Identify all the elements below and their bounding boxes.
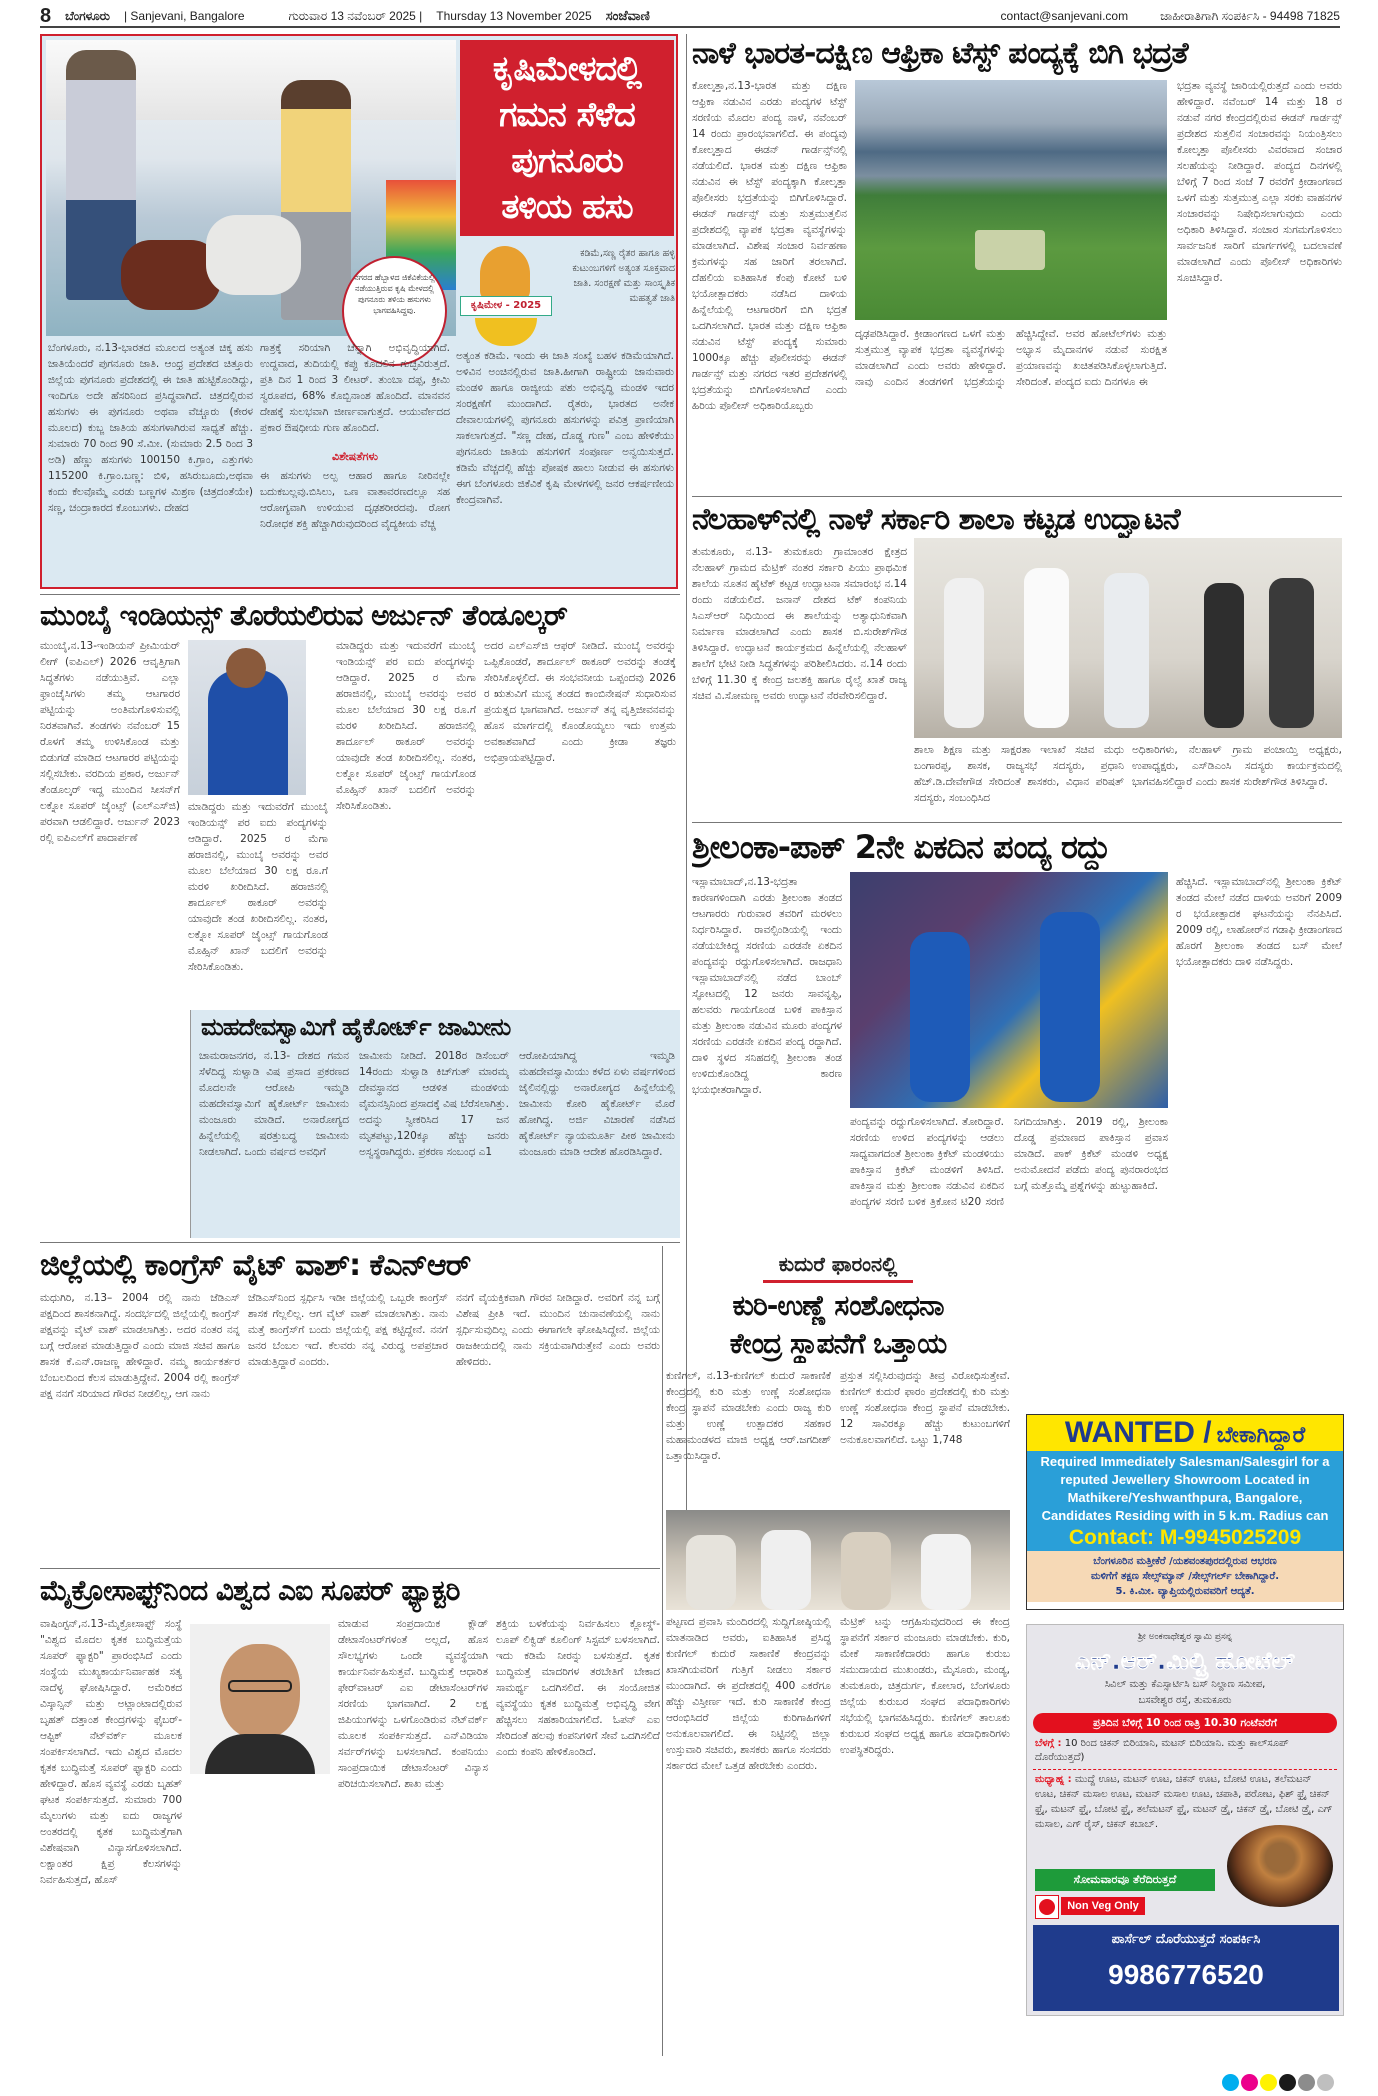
story8-body-below: ಪಟ್ಟಣದ ಪ್ರವಾಸಿ ಮಂದಿರದಲ್ಲಿ ಸುದ್ದಿಗೋಷ್ಠಿಯಲ್ಲಿ ಮಾತನಾಡಿದ ಅವರು, ಐತಿಹಾಸಿಕ ಪ್ರಸಿದ್ಧ ಕುಣಿಗಲ್ ಕುದುರೆ ಸಾಕಾಣಿಕೆ ಕೇಂದ್ರವನ್ನು ಖಾಸಗಿಯವರಿಗೆ ಗುತ್ತಿಗೆ ನೀಡಲು ಸರ್ಕಾರ ಮುಂದಾಗಿದೆ. ಈ ಪ್ರದೇಶದಲ್ಲಿ 400 ಎಕರೆಗೂ ಹೆಚ್ಚು ವಿಸ್ತೀರ್ಣ ಇದೆ. ಕುರಿ ಸಾಕಾಣಿಕೆ ಕೇಂದ್ರ ಆರಂಭಿಸಿದರೆ ಜಿಲ್ಲೆಯ ಕುರಿಗಾಹಿಗಳಿಗೆ ಅನುಕೂಲವಾಗಲಿದೆ. ಈ ನಿಟ್ಟಿನಲ್ಲಿ ಜಿಲ್ಲಾ ಉಸ್ತುವಾರಿ ಸಚಿವರು, ಶಾಸಕರು ಹಾಗೂ ಸಂಸದರು ಸರ್ಕಾರದ ಮೇಲೆ ಒತ್ತಡ ಹೇರಬೇಕು ಎಂದರು. (666, 1616, 831, 1772)
story5-headline: ಮುಂಬೈ ಇಂಡಿಯನ್ಸ್ ತೊರೆಯಲಿರುವ ಅರ್ಜುನ್ ತೆಂಡೂಲ್ಕರ್ (40, 594, 680, 634)
person (841, 1532, 891, 1610)
story7-body-col1: ಮಧುಗಿರಿ, ನ.13– 2004 ರಲ್ಲಿ ನಾನು ಜೆಡಿಎಸ್ ಪಕ್ಷದಿಂದ ಶಾಸಕನಾಗಿದ್ದೆ. ಸಂದರ್ಭದಲ್ಲಿ ಜಿಲ್ಲೆಯಲ್ಲಿ ಕಾಂಗ್ರೆಸ್ ಪಕ್ಷವನ್ನು ವೈಟ್ ವಾಶ್ ಮಾಡಲಾಗಿತ್ತು. ಅದರ ನಂತರ ನನ್ನ ಬಗ್ಗೆ ಆರೋಪ ಮಾಡುತ್ತಿದ್ದಾರೆ ಎಂದು ಮಾಜಿ ಸಚಿವ ಹಾಗೂ ಶಾಸಕ ಕೆ.ಎನ್.ರಾಜಣ್ಣ ಹೇಳಿದ್ದಾರೆ. ನಮ್ಮ ಕಾರ್ಯಕರ್ತರ ಬೆಂಬಲದಿಂದ ಕೆಲಸ ಮಾಡುತ್ತಿದ್ದೇನೆ. 2004 ರಲ್ಲಿ ಕಾಂಗ್ರೆಸ್ ಪಕ್ಷ ನನಗೆ ಸರಿಯಾದ ಗೌರವ ನೀಡಲಿಲ್ಲ, ಆಗ ನಾನು (40, 1292, 240, 1400)
story-test-security (692, 34, 1342, 492)
divider (692, 496, 1342, 497)
ad-line: reputed Jewellery Showroom Located in (1060, 1472, 1310, 1487)
print-mark-dot (1241, 2074, 1258, 2091)
ad-hotel-address-1: ಸಿವಿಲ್ ಮತ್ತು ಕೆಎಸ್ಸಾರ್ಟಿಸಿ ಬಸ್ ನಿಲ್ದಾಣ ಸಮೀಪ, (1104, 1679, 1266, 1690)
headline-line-1: ಕೃಷಿಮೇಳದಲ್ಲಿ (492, 49, 642, 89)
city-label: ಬೆಂಗಳೂರು (65, 8, 110, 23)
story-srilanka-pak (692, 826, 1342, 1226)
shirt (205, 1734, 315, 1774)
divider (40, 1242, 680, 1243)
badge-seal (475, 318, 537, 346)
story3-headline: ನೆಲಹಾಳ್‌ನಲ್ಲಿ ನಾಳೆ ಸರ್ಕಾರಿ ಶಾಲಾ ಕಟ್ಟಡ ಉದ್ಘಾಟನೆ (692, 502, 1180, 537)
story4-body-col1: ಇಸ್ಲಾಮಾಬಾದ್,ನ.13-ಭದ್ರತಾ ಕಾರಣಗಳಿಂದಾಗಿ ಎರಡು ಶ್ರೀಲಂಕಾ ತಂಡದ ಆಟಗಾರರು ಗುರುವಾರ ತವರಿಗೆ ಮರಳಲು ನಿರ್ಧರಿಸಿದ್ದಾರೆ. ರಾವಲ್ಪಿಂಡಿಯಲ್ಲಿ ಇಂದು ನಡೆಯಬೇಕಿದ್ದ ಸರಣಿಯ ಎರಡನೇ ಏಕದಿನ ಪಂದ್ಯವನ್ನು ರದ್ದುಗೊಳಿಸಲಾಗಿದೆ. ರಾಜಧಾನಿ ಇಸ್ಲಾಮಾಬಾದ್‌ನಲ್ಲಿ ನಡೆದ ಬಾಂಬ್ ಸ್ಫೋಟದಲ್ಲಿ 12 ಜನರು ಸಾವನ್ನಪ್ಪಿ, ಹಲವರು ಗಾಯಗೊಂಡ ಬಳಿಕ ಪಾಕಿಸ್ತಾನ ಮತ್ತು ಶ್ರೀಲಂಕಾ ನಡುವಿನ ಮೂರು ಪಂದ್ಯಗಳ ಸರಣಿಯ ಎರಡನೇ ಏಕದಿನ ಪಂದ್ಯ ರದ್ದಾಗಿದೆ. ದಾಳಿ ಸ್ಥಳದ ಸನಿಹದಲ್ಲಿ ಶ್ರೀಲಂಕಾ ತಂಡ ಉಳಿದುಕೊಂಡಿದ್ದ ಕಾರಣ ಭಯಭೀತರಾಗಿದ್ದಾರೆ. (692, 876, 842, 1096)
masthead-logo: ಸಂಜೆವಾಣಿ (605, 8, 650, 23)
story7-body-col3: ನನಗೆ ವೈಯಕ್ತಿಕವಾಗಿ ಗೌರವ ನೀಡಿದ್ದಾರೆ. ಅವರಿಗೆ ನನ್ನ ಬಗ್ಗೆ ವಿಶೇಷ ಪ್ರೀತಿ ಇದೆ. ಮುಂದಿನ ಚುನಾವಣೆಯಲ್ಲಿ ನಾನು ಸ್ಪರ್ಧಿಸುವುದಿಲ್ಲ ಎಂದು ಈಗಾಗಲೇ ಘೋಷಿಸಿದ್ದೇನೆ. ಜಿಲ್ಲೆಯ ರಾಜಕೀಯದಲ್ಲಿ ನಾನು ಸಕ್ರಿಯವಾಗಿರುತ್ತೇನೆ ಎಂದು ಅವರು ಹೇಳಿದರು. (456, 1292, 660, 1368)
headline-line-2: ಗಮನ ಸೆಳೆದ (499, 95, 635, 135)
headline-line-3: ಪುಗನೂರು (511, 141, 623, 181)
ad-wanted-contact[interactable]: Contact: M-9945025209 (1068, 1526, 1302, 1549)
ad-hotel-monday-open: ಸೋಮವಾರವೂ ತೆರೆದಿರುತ್ತದೆ (1035, 1869, 1215, 1891)
story1-body-col2: ಗಾತ್ರಕ್ಕೆ ಸರಿಯಾಗಿ ಚೆನ್ನಾಗಿ ಅಭಿವೃದ್ಧಿಯಾಗಿದೆ. ಉದ್ದವಾದ, ತುದಿಯಲ್ಲಿ ಕಪ್ಪು ಕೂದಲಿನ ಗುಚ್ಛವಿರುತ್ತದೆ. ಪ್ರತಿ ದಿನ 1 ರಿಂದ 3 ಲೀಟರ್. ತುಂಬಾ ದಪ್ಪ, ಕ್ರೀಮಿ ಸ್ವರೂಪದ, 68% ಕೊಬ್ಬಿನಾಂಶ ಹೊಂದಿದೆ. ಮಾನವನ ದೇಹಕ್ಕೆ ಸುಲಭವಾಗಿ ಜೀರ್ಣವಾಗುತ್ತದೆ. ಆಯುರ್ವೇದದ ಪ್ರಕಾರ ಔಷಧೀಯ ಗುಣ ಹೊಂದಿದೆ. (260, 342, 450, 434)
divider (692, 822, 1342, 823)
farmer-illustration (480, 246, 530, 301)
story-school-building (692, 500, 1342, 818)
lunch-text: ಮುದ್ದೆ ಊಟ, ಮಟನ್ ಊಟ, ಚಿಕನ್ ಊಟ, ಬೋಟಿ ಊಟ, ತಲೆಮಟನ್ ಊಟ, ಚಿಕನ್ ಮಸಾಲ ಊಟ, ಮಟನ್ ಮಸಾಲ ಊಟ, ಚಪಾತಿ, ಪರೋಟ, ಫಿಶ್ ಫ್ರೈ ಚಿಕನ್ ಫ್ರೈ, ಮಟನ್ ಫ್ರೈ, ಬೋಟಿ ಫ್ರೈ, ತಲೆಮಟನ್ ಫ್ರೈ, ಮಟನ್ ಡ್ರೈ, ಚಿಕನ್ ಡ್ರೈ, ಬೋಟಿ ಡ್ರೈ, ಎಗ್ ಮಸಾಲ, ಎಗ್ ರೈಸ್, ಚಿಕನ್ ಕಬಾಬ್. (1035, 1774, 1333, 1830)
story9-headline: ಮೈಕ್ರೋಸಾಫ್ಟ್‌ನಿಂದ ವಿಶ್ವದ ಎಐ ಸೂಪರ್ ಫ್ಯಾಕ್ಟರಿ (40, 1574, 460, 1607)
person (1104, 573, 1149, 728)
player-jersey (208, 670, 288, 795)
story1-body-col1: ಬೆಂಗಳೂರು, ನ.13-ಭಾರತದ ಮೂಲದ ಅತ್ಯಂತ ಚಿಕ್ಕ ಹಸು ಜಾತಿಯೆಂದರೆ ಪುಗನೂರು ಜಾತಿ. ಆಂಧ್ರ ಪ್ರದೇಶದ ಚಿತ್ತೂರು ಜಿಲ್ಲೆಯ ಪುಗನೂರು ಪ್ರದೇಶದಲ್ಲಿ ಈ ಜಾತಿ ಹುಟ್ಟಿಕೊಂಡಿದ್ದು, ಇಂದಿಗೂ ಅದೇ ಹೆಸರಿನಿಂದ ಪ್ರಸಿದ್ಧವಾಗಿದೆ. ಚಿತ್ರದಲ್ಲಿರುವ ಹಸುಗಳು ಈ ಪುಗನೂರು ಅಥವಾ ವೆಚ್ಚೂರು (ಕೇರಳ ಮೂಲದ) ಕುಬ್ಜ ಜಾತಿಯ ಹಸುಗಳಾಗಿರುವ ಸಾಧ್ಯತೆ ಹೆಚ್ಚು. ಸುಮಾರು 70 ರಿಂದ 90 ಸೆ.ಮೀ. (ಸುಮಾರು 2.5 ರಿಂದ 3 ಅಡಿ) ಹೆಣ್ಣು ಹಸುಗಳು 100150 ಕಿ.ಗ್ರಾಂ, ಎತ್ತುಗಳು 115200 ಕಿ.ಗ್ರಾಂ.ಬಣ್ಣ: ಬಿಳಿ, ಹಸಿರುಬೂದು,ಅಥವಾ ಕಂದು ಕೆಲವೊಮ್ಮೆ ಎರಡು ಬಣ್ಣಗಳ ಮಿಶ್ರಣ (ಚಿತ್ರದಂತೆಯೇ) ಸಣ್ಣ, ಚಂದ್ರಾಕಾರದ ಕೊಂಬುಗಳು. ದೇಹದ (48, 342, 253, 514)
ad-hotel-name: ಎನ್.ಆರ್.ಮಿಲ್ಟ್ರಿ ಹೋಟೆಲ್ (1075, 1647, 1295, 1675)
story9-body-col2: ಮಾಡುವ ಸಂಪ್ರದಾಯಿಕ ಕ್ಲೌಡ್ ಡೇಟಾಸೆಂಟರ್‌ಗಳಂತೆ ಅಲ್ಲದೆ, ಹೊಸ ಸೌಲಭ್ಯಗಳು ಒಂದೇ ವ್ಯವಸ್ಥೆಯಾಗಿ ಕಾರ್ಯನಿರ್ವಹಿಸುತ್ತವೆ. ಬುದ್ಧಿಮತ್ತೆ ಆಧಾರಿತ ಫೇರ್‌ವಾಟರ್ ಎಐ ಡೇಟಾಸೆಂಟರ್‌ಗಳ ಸರಣಿಯ ಭಾಗವಾಗಿದೆ. 2 ಲಕ್ಷ ಜಿಪಿಯುಗಳನ್ನು ಒಳಗೊಂಡಿರುವ ನೆಟ್‌ವರ್ಕ್ ಮೂಲಕ ಸಂಪರ್ಕಿಸುತ್ತದೆ. ಎನ್‌ವಿಡಿಯಾ ಸರ್ವರ್‌ಗಳನ್ನು ಬಳಸಲಾಗಿದೆ. ಕಂಪನಿಯು ಸಾಂಪ್ರದಾಯಿಕ ಡೇಟಾಸೆಂಟರ್ ವಿನ್ಯಾಸ ಪರಿಚಯಿಸಲಾಗಿದೆ. ಶಾಖ ಮತ್ತು (338, 1618, 488, 1790)
satya-nadella-photo (190, 1624, 330, 1774)
ad-wanted-title-kn: ಬೇಕಾಗಿದ್ದಾರೆ (1216, 1423, 1306, 1448)
press-meet-photo (666, 1510, 1010, 1610)
ad-wanted-title-en: WANTED / (1064, 1416, 1212, 1449)
nonveg-symbol (1035, 1895, 1059, 1919)
story8-headline-line1: ಕುರಿ-ಉಣ್ಣೆ ಸಂಶೋಧನಾ (732, 1289, 944, 1322)
story2-body-col1: ಕೋಲ್ಕತ್ತಾ,ನ.13-ಭಾರತ ಮತ್ತು ದಕ್ಷಿಣ ಆಫ್ರಿಕಾ ನಡುವಿನ ಎರಡು ಪಂದ್ಯಗಳ ಟೆಸ್ಟ್ ಸರಣಿಯ ಮೊದಲ ಪಂದ್ಯ ನಾಳೆ, ನವೆಂಬರ್ 14 ರಂದು ಪ್ರಾರಂಭವಾಗಲಿದೆ. ಈ ಪಂದ್ಯವು ಕೋಲ್ಕತ್ತಾದ ಈಡನ್ ಗಾರ್ಡನ್ಸ್‌ನಲ್ಲಿ ನಡೆಯಲಿದೆ. ಭಾರತ ಮತ್ತು ದಕ್ಷಿಣ ಆಫ್ರಿಕಾ ನಡುವಿನ ಈ ಟೆಸ್ಟ್ ಪಂದ್ಯಕ್ಕಾಗಿ ಕೋಲ್ಕತ್ತಾ ಪೊಲೀಸರು ಭದ್ರತೆಯನ್ನು ಬಿಗಿಗೊಳಿಸಿದ್ದಾರೆ. ಈಡನ್ ಗಾರ್ಡನ್ಸ್ ಮತ್ತು ಸುತ್ತಮುತ್ತಲಿನ ಪ್ರದೇಶದಲ್ಲಿ ವ್ಯಾಪಕ ಭದ್ರತಾ ವ್ಯವಸ್ಥೆಗಳನ್ನು ಮಾಡಲಾಗಿದೆ. ವಿಶೇಷ ಸಂಚಾರ ನಿರ್ವಹಣಾ ಕ್ರಮಗಳನ್ನು ಸಹ ಜಾರಿಗೆ ತರಲಾಗಿದೆ. ದೆಹಲಿಯ ಐತಿಹಾಸಿಕ ಕೆಂಪು ಕೋಟೆ ಬಳಿ ಭಯೋತ್ಪಾದಕರು ನಡೆಸಿದ ದಾಳಿಯ ಹಿನ್ನೆಲೆಯಲ್ಲಿ ಆಟಗಾರರಿಗೆ ಬಿಗಿ ಭದ್ರತೆ ಒದಗಿಸಲಾಗಿದೆ. ಭಾರತ ಮತ್ತು ದಕ್ಷಿಣ ಆಫ್ರಿಕಾ ನಡುವಿನ ಟೆಸ್ಟ್ ಪಂದ್ಯಕ್ಕೆ ಸುಮಾರು 1000ಕ್ಕೂ ಹೆಚ್ಚು ಪೊಲೀಸರನ್ನು ಈಡನ್ ಗಾರ್ಡನ್ಸ್ ಮತ್ತು ನಗರದ ಇತರ ಪ್ರದೇಶಗಳಲ್ಲಿ ಭದ್ರತೆಯನ್ನು ಬಿಗಿಗೊಳಿಸಲಾಗಿದೆ ಎಂದು ಹಿರಿಯ ಪೊಲೀಸ್ ಅಧಿಕಾರಿಯೊಬ್ಬರು (692, 80, 847, 412)
person (921, 1534, 971, 1610)
headline-box (460, 40, 674, 236)
krishimela-logo (460, 246, 552, 346)
ad-hotel-nonveg: Non Veg Only (1061, 1897, 1145, 1915)
story9-body-col3: ಶಕ್ತಿಯ ಬಳಕೆಯನ್ನು ನಿರ್ವಹಿಸಲು ಕ್ಲೋಸ್ಡ್-ಲೂಪ್ ಲಿಕ್ವಿಡ್ ಕೂಲಿಂಗ್ ಸಿಸ್ಟಮ್ ಬಳಸಲಾಗಿದೆ. ಇದು ಕಡಿಮೆ ನೀರನ್ನು ಬಳಸುತ್ತದೆ. ಕೃತಕ ಬುದ್ಧಿಮತ್ತೆ ಮಾದರಿಗಳ ತರಬೇತಿಗೆ ಬೇಕಾದ ಸಾಮರ್ಥ್ಯ ಒದಗಿಸಲಿದೆ. ಈ ಸಂಯೋಜಿತ ವ್ಯವಸ್ಥೆಯು ಕೃತಕ ಬುದ್ಧಿಮತ್ತೆ ಅಭಿವೃದ್ಧಿ ವೇಗ ಹೆಚ್ಚಿಸಲು ಸಹಕಾರಿಯಾಗಲಿದೆ. ಓಪನ್ ಎಐ ಸೇರಿದಂತೆ ಹಲವು ಕಂಪನಿಗಳಿಗೆ ಸೇವೆ ಒದಗಿಸಲಿದೆ ಎಂದು ಕಂಪನಿ ಹೇಳಿಕೊಂಡಿದೆ. (496, 1618, 660, 1758)
person (1269, 578, 1314, 728)
player-head (226, 648, 266, 688)
person (1204, 583, 1244, 728)
ad-line: ಬೆಂಗಳೂರಿನ ಮತ್ತೀಕೆರೆ /ಯಶವಂತಪುರದಲ್ಲಿರುವ ಆಭರಣ (1093, 1556, 1277, 1567)
ad-hotel-parcel-box (1033, 1925, 1339, 2011)
ad-wanted (1026, 1414, 1344, 1610)
story6-body-col2: ಜಾಮೀನು ನೀಡಿದೆ. 2018ರ ಡಿಸೆಂಬರ್ 14ರಂದು ಸುಳ್ವಾಡಿ ಕಿಚ್‌ಗುತ್ ಮಾರಮ್ಮ ದೇವಸ್ಥಾನದ ಆಡಳಿತ ಮಂಡಳಿಯ ವೈಮನಸ್ಸಿನಿಂದ ಪ್ರಸಾದಕ್ಕೆ ವಿಷ ಬೆರೆಸಲಾಗಿತ್ತು. ಅದನ್ನು ಸ್ವೀಕರಿಸಿದ 17 ಜನ ಮೃತಪಟ್ಟು,120ಕ್ಕೂ ಹೆಚ್ಚು ಜನರು ಅಸ್ವಸ್ಥರಾಗಿದ್ದರು. ಪ್ರಕರಣ ಸಂಬಂಧ ಎ1 (359, 1050, 509, 1158)
divider (40, 1568, 660, 1569)
ad-military-hotel (1026, 1624, 1344, 2016)
ad-line: 5. ಕಿ.ಮೀ. ವ್ಯಾಪ್ತಿಯಲ್ಲಿರುವವರಿಗೆ ಆದ್ಯತೆ. (1115, 1586, 1255, 1597)
ad-wanted-kannada (1027, 1551, 1343, 1602)
lunch-label: ಮಧ್ಯಾಹ್ನ : (1035, 1774, 1072, 1785)
ad-line: Mathikere/Yeshwanthpura, Bangalore, (1067, 1490, 1303, 1505)
side-text: ಕಡಿಮೆ,ಸಣ್ಣ ರೈತರ ಹಾಗೂ ಹಳ್ಳಿ ಕುಟುಂಬಗಳಿಗೆ ಅತ್ಯಂತ ಸೂಕ್ತವಾದ ಜಾತಿ. ಸಂರಕ್ಷಣೆ ಮತ್ತು ಸಾಂಸ್ಕೃತಿಕ ಮಹತ್ವತೆ ಜಾತಿ (572, 248, 675, 304)
print-mark-dot (1317, 2074, 1334, 2091)
ad-wanted-body (1027, 1451, 1343, 1551)
ad-hotel-morning (1027, 1737, 1343, 1767)
kicker-underline (763, 1280, 913, 1283)
arjun-photo (188, 640, 306, 795)
ad-hotel-timing: ಪ್ರತಿದಿನ ಬೆಳಿಗ್ಗೆ 10 ರಿಂದ ರಾತ್ರಿ 10.30 ಗಂಟೆವರೆಗೆ (1033, 1713, 1337, 1733)
ad-wanted-title (1027, 1415, 1343, 1451)
cricket-photo (850, 872, 1168, 1108)
glasses-icon (228, 1680, 292, 1692)
date-english: Thursday 13 November 2025 (436, 9, 592, 23)
white-cow (206, 215, 301, 295)
date-kannada: ಗುರುವಾರ 13 ನವೆಂಬರ್ 2025 | (288, 8, 423, 23)
headline-line-4: ತಳಿಯ ಹಸು (501, 187, 633, 227)
story2-body-col2: ದೃಢಪಡಿಸಿದ್ದಾರೆ. ಕ್ರೀಡಾಂಗಣದ ಒಳಗೆ ಮತ್ತು ಸುತ್ತಮುತ್ತ ವ್ಯಾಪಕ ಭದ್ರತಾ ವ್ಯವಸ್ಥೆಗಳನ್ನು ಮಾಡಲಾಗಿದೆ ಎಂದು ಅವರು ಹೇಳಿದ್ದಾರೆ. ನಾವು ಎಂದಿನ ತಂಡಗಳಿಗೆ ಭದ್ರತೆಯನ್ನು ಹೆಚ್ಚಿಸಿದ್ದೇವೆ. ಅವರ ಹೋಟೆಲ್‌ಗಳು ಮತ್ತು ಅಭ್ಯಾಸ ಮೈದಾನಗಳ ನಡುವೆ ಸುರಕ್ಷಿತ ಪ್ರಯಾಣವನ್ನು ಖಚಿತಪಡಿಸಿಕೊಳ್ಳಲಾಗುತ್ತಿದೆ. ಸೇರಿದಂತೆ. ಪಂದ್ಯದ ಐದು ದಿನಗಳೂ ಈ (855, 328, 1167, 388)
ad-hotel-blessing: ಶ್ರೀ ಅಂಕನಾಥೇಶ್ವರ ಸ್ವಾಮಿ ಪ್ರಸನ್ನ (1137, 1632, 1233, 1642)
story8-kicker: ಕುದುರೆ ಫಾರಂನಲ್ಲಿ (778, 1252, 898, 1276)
caption-text: ನಗರದ ಹೆಬ್ಬಾಳದ ಜಿಕೆವಿಕೆಯಲ್ಲಿ ನಡೆಯುತ್ತಿರುವ ಕೃಷಿ ಮೇಳದಲ್ಲಿ ಪುಗನೂರು ತಳಿಯ ಹಸುಗಳು ಭಾಗವಹಿಸಿದ್ದವು. (354, 273, 435, 315)
story9-body-col1: ವಾಷಿಂಗ್ಟನ್,ನ.13-ಮೈಕ್ರೋಸಾಫ್ಟ್ ಸಂಸ್ಥೆ "ವಿಶ್ವದ ಮೊದಲ ಕೃತಕ ಬುದ್ಧಿಮತ್ತೆಯ ಸೂಪರ್ ಫ್ಯಾಕ್ಟರಿ" ಪ್ರಾರಂಭಿಸಿದೆ ಎಂದು ಸಂಸ್ಥೆಯ ಮುಖ್ಯಕಾರ್ಯನಿರ್ವಾಹಕ ಸತ್ಯ ನಾದೆಳ್ಳ ಘೋಷಿಸಿದ್ದಾರೆ. ಅಮೆರಿಕದ ವಿಸ್ಕಾನ್ಸಿನ್ ಮತ್ತು ಅಟ್ಲಾಂಟಾದಲ್ಲಿರುವ ಬೃಹತ್ ದತ್ತಾಂಶ ಕೇಂದ್ರಗಳನ್ನು ಫೈಬರ್-ಆಪ್ಟಿಕ್ ನೆಟ್‌ವರ್ಕ್ ಮೂಲಕ ಸಂಪರ್ಕಿಸಲಾಗಿದೆ. ಇದು ವಿಶ್ವದ ಮೊದಲ ಕೃತಕ ಬುದ್ಧಿಮತ್ತೆ ಸೂಪರ್ ಫ್ಯಾಕ್ಟರಿ ಎಂದು ಹೇಳಿದ್ದಾರೆ. ಹೊಸ ವ್ಯವಸ್ಥೆ ಎರಡು ಬೃಹತ್ ಘಟಕ ಸಂಪರ್ಕಿಸುತ್ತದೆ. ಸುಮಾರು 700 ಮೈಲುಗಳು ಮತ್ತು ಐದು ರಾಜ್ಯಗಳ ಅಂತರದಲ್ಲಿ ಕೃತಕ ಬುದ್ಧಿಮತ್ತೆಗಾಗಿ ವಿಶೇಷವಾಗಿ ವಿನ್ಯಾಸಗೊಳಿಸಲಾಗಿದೆ. ಲಕ್ಷಾಂತರ ಕ್ಷಿಪ್ರ ಕೆಲಸಗಳನ್ನು ನಿರ್ವಹಿಸುತ್ತದೆ, ಹೊಸ್ (40, 1618, 182, 1886)
story8-body-col2: ಪ್ರಸ್ತುತ ಸಲ್ಲಿಸಿರುವುದನ್ನು ತೀವ್ರ ವಿರೋಧಿಸುತ್ತೇವೆ. ಕುಣಿಗಲ್ ಕುದುರೆ ಫಾರಂ ಪ್ರದೇಶದಲ್ಲಿ ಕುರಿ ಮತ್ತು ಉಣ್ಣೆ ಸಂಶೋಧನಾ ಕೇಂದ್ರ ಸ್ಥಾಪನೆ ಮಾಡಬೇಕು. 12 ಸಾವಿರಕ್ಕೂ ಹೆಚ್ಚು ಕುಟುಂಬಗಳಿಗೆ ಅನುಕೂಲವಾಗಲಿದೆ. ಒಟ್ಟು 1,748 (840, 1370, 1010, 1446)
story3-caption: ಅಧಿಕಾರಿಗಳು, ನೆಲಹಾಳ್ ಗ್ರಾಮ ಪಂಚಾಯ್ತಿ ಅಧ್ಯಕ್ಷರು, ಉಪಾಧ್ಯಕ್ಷರು, ಎಸ್‌ಡಿಎಂಸಿ ಸದಸ್ಯರು ಕಾರ್ಯಕ್ರಮದಲ್ಲಿ ಭಾಗವಹಿಸಲಿದ್ದಾರೆ ಎಂದು ಶಾಸಕ ಸುರೇಶ್‌ಗೌಡ ತಿಳಿಸಿದ್ದಾರೆ. (1132, 744, 1342, 788)
story-microsoft-ai (40, 1572, 660, 2056)
ad-hotel-address-2: ಬಸವೇಶ್ವರ ರಸ್ತೆ, ತುಮಕೂರು (1138, 1695, 1232, 1706)
contact-email[interactable]: contact@sanjevani.com (1000, 9, 1129, 23)
morning-label: ಬೆಳಗ್ಗೆ : (1035, 1738, 1062, 1749)
person (1024, 568, 1069, 728)
story5-body-col1: ಮುಂಬೈ,ನ.13-ಇಂಡಿಯನ್ ಪ್ರೀಮಿಯರ್ ಲೀಗ್ (ಐಪಿಎಲ್) 2026 ಆವೃತ್ತಿಗಾಗಿ ಸಿದ್ಧತೆಗಳು ನಡೆಯುತ್ತಿವೆ. ಎಲ್ಲಾ ಫ್ರಾಂಚೈಸಿಗಳು ತಮ್ಮ ಆಟಗಾರರ ಪಟ್ಟಿಯನ್ನು ಅಂತಿಮಗೊಳಿಸುವಲ್ಲಿ ನಿರತವಾಗಿವೆ. ತಂಡಗಳು ನವೆಂಬರ್ 15 ರೊಳಗೆ ತಮ್ಮ ಉಳಿಸಿಕೊಂಡ ಮತ್ತು ಬಿಡುಗಡೆ ಮಾಡಿದ ಆಟಗಾರರ ಪಟ್ಟಿಯನ್ನು ಸಲ್ಲಿಸಬೇಕು. ವರದಿಯ ಪ್ರಕಾರ, ಅರ್ಜುನ್ ತೆಂಡೂಲ್ಕರ್ ಇದ್ದ ಮುಂದಿನ ಸೀಸನ್‌ಗೆ ಲಕ್ನೋ ಸೂಪರ್ ಜೈಂಟ್ಸ್ (ಎಲ್‌ಎಸ್‌ಜಿ) ಪರವಾಗಿ ಆಡಲಿದ್ದಾರೆ. ಅರ್ಜುನ್ 2023 ರಲ್ಲಿ ಐಪಿಎಲ್‌ಗೆ ಪಾದಾರ್ಪಣೆ (40, 640, 180, 844)
subhead-features: ವಿಶೇಷತೆಗಳು (332, 450, 378, 463)
page-number: 8 (40, 4, 52, 27)
ad-contact: ಜಾಹೀರಾತಿಗಾಗಿ ಸಂಪರ್ಕಿಸಿ - 94498 71825 (1160, 8, 1340, 23)
story1-body-col2b: ಈ ಹಸುಗಳು ಅಲ್ಪ ಆಹಾರ ಹಾಗೂ ನೀರಿನಲ್ಲೇ ಬದುಕಬಲ್ಲವು.ಬಿಸಿಲು, ಒಣ ವಾತಾವರಣದಲ್ಲೂ ಸಹ ಆರೋಗ್ಯವಾಗಿ ಉಳಿಯುವ ದೃಢಶರೀರದವು. ರೋಗ ನಿರೋಧಕ ಶಕ್ತಿ ಹೆಚ್ಚಾಗಿರುವುದರಿಂದ ವೈದ್ಯಕೀಯ ವೆಚ್ಚ (260, 470, 450, 530)
story-mahadevaswamy (190, 1010, 680, 1238)
food-plate-photo (1227, 1825, 1333, 1907)
story1-body-col3: ಅತ್ಯಂತ ಕಡಿಮೆ. ಇಂದು ಈ ಜಾತಿ ಸಂಖ್ಯೆ ಬಹಳ ಕಡಿಮೆಯಾಗಿದೆ. ಅಳಿವಿನ ಅಂಚಿನಲ್ಲಿರುವ ಜಾತಿ.ಹೀಗಾಗಿ ರಾಷ್ಟ್ರೀಯ ಜಾನುವಾರು ಮಂಡಳಿ ಹಾಗೂ ರಾಜ್ಯೀಯ ಪಶು ಅಭಿವೃದ್ಧಿ ಮಂಡಳಿ ಇದರ ಸಂರಕ್ಷಣೆಗೆ ಮುಂದಾಗಿದೆ. ರೈತರು, ಭಾರತದ ಅನೇಕ ದೇವಾಲಯಗಳಲ್ಲಿ ಪುಗನೂರು ಹಸುಗಳನ್ನು ಪವಿತ್ರ ಪ್ರಾಣಿಯಾಗಿ ಸಾಕಲಾಗುತ್ತದೆ. "ಸಣ್ಣ ದೇಹ, ದೊಡ್ಡ ಗುಣ" ಎಂಬ ಹೇಳಿಕೆಯು ಪುಗನೂರು ಜಾತಿಯ ಹಸುಗಳಿಗೆ ಸಂಪೂರ್ಣ ಅನ್ವಯಿಸುತ್ತದೆ. ಕಡಿಮೆ ವೆಚ್ಚದಲ್ಲಿ ಹೆಚ್ಚು ಪೋಷಕ ಹಾಲು ನೀಡುವ ಈ ಹಸುಗಳು ಈಗ ಬೆಂಗಳೂರು ಜಿಕೆವಿಕೆ ಕೃಷಿ ಮೇಳಗಳಲ್ಲಿ ಜನರ ಆಕರ್ಷಣೀಯ ಕೇಂದ್ರವಾಗಿವೆ. (456, 350, 674, 506)
story6-body-col3: ಆರೋಪಿಯಾಗಿದ್ದ ಇಮ್ಮಡಿ ಮಹದೇವಸ್ವಾಮಿಯು ಕಳೆದ ಏಳು ವರ್ಷಗಳಿಂದ ಜೈಲಿನಲ್ಲಿದ್ದು ಅನಾರೋಗ್ಯದ ಹಿನ್ನೆಲೆಯಲ್ಲಿ ಜಾಮೀನು ಕೋರಿ ಹೈಕೋರ್ಟ್ ಮೊರೆ ಹೋಗಿದ್ದ. ಅರ್ಜಿ ವಿಚಾರಣೆ ನಡೆಸಿದ ಹೈಕೋರ್ಟ್ ನ್ಯಾಯಮೂರ್ತಿ ಪೀಠ ಜಾಮೀನು ಮಂಜೂರು ಮಾಡಿ ಆದೇಶ ಹೊರಡಿಸಿದ್ದಾರೆ. (519, 1050, 675, 1158)
player-one (910, 932, 970, 1102)
story4-body-col3: ಪಂದ್ಯವನ್ನು ರದ್ದುಗೊಳಿಸಲಾಗಿದೆ. ತೋರಿದ್ದಾರೆ. ಸರಣಿಯ ಉಳಿದ ಪಂದ್ಯಗಳನ್ನು ಆಡಲು ಸಾಧ್ಯವಾಗದಂತೆ ಶ್ರೀಲಂಕಾ ಕ್ರಿಕೆಟ್ ಮಂಡಳಿಯು ಪಾಕಿಸ್ತಾನ ಕ್ರಿಕೆಟ್ ಮಂಡಳಿಗೆ ತಿಳಿಸಿದೆ. ಪಾಕಿಸ್ತಾನ ಮತ್ತು ಶ್ರೀಲಂಕಾ ನಡುವಿನ ಏಕದಿನ ಪಂದ್ಯಗಳ ಸರಣಿ ಬಳಿಕ ತ್ರಿಕೋನ ಟಿ20 ಸರಣಿ ನಿಗದಿಯಾಗಿತ್ತು. 2019 ರಲ್ಲಿ, ಶ್ರೀಲಂಕಾ ದೊಡ್ಡ ಪ್ರಮಾಣದ ಪಾಕಿಸ್ತಾನ ಪ್ರವಾಸ ಮಾಡಿದೆ. ಪಾಕ್ ಕ್ರಿಕೆಟ್ ಮಂಡಳಿ ಅಧ್ಯಕ್ಷ ಅನುಮೋದನೆ ಪಡೆದು ಪಂದ್ಯ ಪುನರಾರಂಭದ ಬಗ್ಗೆ ಮತ್ತೊಮ್ಮೆ ಪ್ರಶ್ನೆಗಳನ್ನು ಹುಟ್ಟುಹಾಕಿದೆ. (850, 1116, 1168, 1208)
story6-headline: ಮಹದೇವಸ್ವಾಮಿಗೆ ಹೈಕೋರ್ಟ್ ಜಾಮೀನು (201, 1013, 511, 1041)
story8-body-below2: ಮೆಟ್ರಿಕ್ ಟನ್ನು ಆಗ್ರಹಿಸುವುದರಿಂದ ಈ ಕೇಂದ್ರ ಸ್ಥಾಪನೆಗೆ ಸರ್ಕಾರ ಮಂಜೂರು ಮಾಡಬೇಕು. ಕುರಿ, ಮೇಕೆ ಸಾಕಾಣಿಕೆದಾರರು ಹಾಗೂ ಕುರುಬ ಸಮುದಾಯದ ಮುಖಂಡರು, ಮೈಸೂರು, ಮಂಡ್ಯ, ತುಮಕೂರು, ಚಿತ್ರದುರ್ಗ, ಕೋಲಾರ, ಬೆಂಗಳೂರು ಜಿಲ್ಲೆಯ ಕುರುಬರ ಸಂಘದ ಪದಾಧಿಕಾರಿಗಳು ಸಭೆಯಲ್ಲಿ ಭಾಗವಹಿಸಿದ್ದರು. ಕುಣಿಗಲ್ ತಾಲೂಕು ಕುರುಬರ ಸಂಘದ ಅಧ್ಯಕ್ಷ ಹಾಗೂ ಪದಾಧಿಕಾರಿಗಳು ಉಪಸ್ಥಿತರಿದ್ದರು. (840, 1616, 1010, 1756)
edition-label: | Sanjevani, Bangalore (123, 9, 245, 23)
red-dot-icon (1039, 1899, 1055, 1915)
ad-hotel-phone[interactable]: 9986776520 (1108, 1959, 1264, 1990)
story5-body-col2: ಮಾಡಿದ್ದರು ಮತ್ತು ಇದುವರೆಗೆ ಮುಂಬೈ ಇಂಡಿಯನ್ಸ್ ಪರ ಐದು ಪಂದ್ಯಗಳನ್ನು ಆಡಿದ್ದಾರೆ. 2025 ರ ಮೆಗಾ ಹರಾಜಿನಲ್ಲಿ, ಮುಂಬೈ ಅವರನ್ನು ಅವರ ಮೂಲ ಬೆಲೆಯಾದ 30 ಲಕ್ಷ ರೂ.ಗೆ ಮರಳಿ ಖರೀದಿಸಿದೆ. ಹರಾಜಿನಲ್ಲಿ ಶಾರ್ದೂಲ್ ಠಾಕೂರ್ ಅವರನ್ನು ಯಾವುದೇ ತಂಡ ಖರೀದಿಸಲಿಲ್ಲ. ನಂತರ, ಲಕ್ನೋ ಸೂಪರ್ ಜೈಂಟ್ಸ್ ಗಾಯಗೊಂಡ ಮೊಹ್ಸಿನ್ ಖಾನ್ ಬದಲಿಗೆ ಅವರನ್ನು ಸೇರಿಸಿಕೊಂಡಿತು. (188, 801, 328, 973)
story4-headline: ಶ್ರೀಲಂಕಾ-ಪಾಕ್ 2ನೇ ಏಕದಿನ ಪಂದ್ಯ ರದ್ದು (692, 828, 1110, 866)
person (761, 1530, 811, 1610)
story4-body-col2: ಹೆಚ್ಚಿಸಿದೆ. ಇಸ್ಲಾಮಾಬಾದ್‌ನಲ್ಲಿ ಶ್ರೀಲಂಕಾ ಕ್ರಿಕೆಟ್ ತಂಡದ ಮೇಲೆ ನಡೆದ ದಾಳಿಯ ಅವರಿಗೆ 2009 ರ ಭಯೋತ್ಪಾದಕ ಘಟನೆಯನ್ನು ನೆನಪಿಸಿದೆ. 2009 ರಲ್ಲಿ, ಲಾಹೋರ್‌ನ ಗಡಾಫಿ ಕ್ರೀಡಾಂಗಣದ ಹೊರಗೆ ಶ್ರೀಲಂಕಾ ತಂಡದ ಬಸ್ ಮೇಲೆ ಭಯೋತ್ಪಾದಕರು ದಾಳಿ ನಡೆಸಿದ್ದರು. (1176, 876, 1342, 968)
story-krishimela (40, 34, 678, 589)
print-color-marks (1222, 2074, 1334, 2091)
ad-hotel-parcel: ಪಾರ್ಸೆಲ್ ದೊರೆಯುತ್ತದೆ ಸಂಪರ್ಕಿಸಿ (1111, 1932, 1261, 1947)
krishimela-badge: ಕೃಷಿಮೇಳ - 2025 (460, 296, 552, 316)
school-photo (914, 538, 1342, 738)
morning-text: 10 ರಿಂದ ಚಿಕನ್ ಬಿರಿಯಾನಿ, ಮಟನ್ ಬಿರಿಯಾನಿ. ಮತ್ತು ಕಾಲ್‌ಸೂಪ್ ದೊರೆಯುತ್ತದೆ) (1035, 1738, 1289, 1763)
pitch-cover (975, 230, 1045, 270)
story-sheep-wool-centre (660, 1250, 1016, 2050)
print-mark-dot (1222, 2074, 1239, 2091)
page-header (40, 6, 1340, 28)
story6-body-col1: ಚಾಮರಾಜನಗರ, ನ.13- ದೇಶದ ಗಮನ ಸೆಳೆದಿದ್ದ ಸುಳ್ವಾಡಿ ವಿಷ ಪ್ರಸಾದ ಪ್ರಕರಣದ ಮೊದಲನೇ ಆರೋಪಿ ಇಮ್ಮಡಿ ಮಹದೇವಸ್ವಾಮಿಗೆ ಹೈಕೋರ್ಟ್ ಜಾಮೀನು ಮಂಜೂರು ಮಾಡಿದೆ. ಅನಾರೋಗ್ಯದ ಹಿನ್ನೆಲೆಯಲ್ಲಿ ಷರತ್ತುಬದ್ಧ ಜಾಮೀನು ನೀಡಲಾಗಿದೆ. ಒಂದು ವರ್ಷದ ಅವಧಿಗೆ (199, 1050, 349, 1158)
stadium-photo (855, 80, 1167, 320)
story2-body-col3: ಭದ್ರತಾ ವ್ಯವಸ್ಥೆ ಜಾರಿಯಲ್ಲಿರುತ್ತದೆ ಎಂದು ಅವರು ಹೇಳಿದ್ದಾರೆ. ನವೆಂಬರ್ 14 ಮತ್ತು 18 ರ ನಡುವೆ ನಗರ ಕೇಂದ್ರದಲ್ಲಿರುವ ಈಡನ್ ಗಾರ್ಡನ್ಸ್ ಪ್ರದೇಶದ ಸುತ್ತಲಿನ ಸಂಚಾರವನ್ನು ನಿಯಂತ್ರಿಸಲು ಕೋಲ್ಕತ್ತಾ ಪೊಲೀಸರು ವಿವರವಾದ ಸಂಚಾರ ಸಲಹೆಯನ್ನು ನೀಡಿದ್ದಾರೆ. ಪಂದ್ಯದ ದಿನಗಳಲ್ಲಿ ಬೆಳಿಗ್ಗೆ 7 ರಿಂದ ಸಂಜೆ 7 ರವರೆಗೆ ಕ್ರೀಡಾಂಗಣದ ಒಳಗೆ ಮತ್ತು ಸುತ್ತಮುತ್ತ ಎಲ್ಲಾ ಸರಕು ವಾಹನಗಳ ಸಂಚಾರವನ್ನು ನಿಷೇಧಿಸಲಾಗುವುದು ಎಂದು ಅಧಿಕಾರಿ ತಿಳಿಸಿದ್ದಾರೆ. ಸಂಚಾರ ಸುಗಮಗೊಳಿಸಲು ಸಾರ್ವಜನಿಕ ಸಾರಿಗೆ ಮಾರ್ಗಗಳಲ್ಲಿ ಬದಲಾವಣೆ ಮಾಡಲಾಗಿದೆ ಎಂದು ಪೊಲೀಸ್ ಅಧಿಕಾರಿಗಳು ಸೂಚಿಸಿದ್ದಾರೆ. (1177, 80, 1342, 284)
story7-body-col2: ಜೆಡಿಎಸ್‌ನಿಂದ ಸ್ಪರ್ಧಿಸಿ ಇಡೀ ಜಿಲ್ಲೆಯಲ್ಲಿ ಒಬ್ಬರೇ ಕಾಂಗ್ರೆಸ್ ಶಾಸಕ ಗೆಲ್ಲಲಿಲ್ಲ. ಆಗ ವೈಟ್ ವಾಶ್ ಮಾಡಲಾಗಿತ್ತು. ನಾನು ಮತ್ತೆ ಕಾಂಗ್ರೆಸ್‌ಗೆ ಬಂದು ಜಿಲ್ಲೆಯಲ್ಲಿ ಪಕ್ಷ ಕಟ್ಟಿದ್ದೇನೆ. ನನಗೆ ಜನರ ಬೆಂಬಲ ಇದೆ. ಕೆಲವರು ನನ್ನ ವಿರುದ್ಧ ಅಪಪ್ರಚಾರ ಮಾಡುತ್ತಿದ್ದಾರೆ ಎಂದರು. (248, 1292, 448, 1368)
story8-body-col1: ಕುಣಿಗಲ್, ನ.13-ಕುಣಿಗಲ್ ಕುದುರೆ ಸಾಕಾಣಿಕೆ ಕೇಂದ್ರದಲ್ಲಿ ಕುರಿ ಮತ್ತು ಉಣ್ಣೆ ಸಂಶೋಧನಾ ಕೇಂದ್ರ ಸ್ಥಾಪನೆ ಮಾಡಬೇಕು ಎಂದು ರಾಜ್ಯ ಕುರಿ ಮತ್ತು ಉಣ್ಣೆ ಉತ್ಪಾದಕರ ಸಹಕಾರ ಮಹಾಮಂಡಳದ ಮಾಜಿ ಅಧ್ಯಕ್ಷ ಆರ್.ಜಗದೀಶ್ ಒತ್ತಾಯಿಸಿದ್ದಾರೆ. (666, 1370, 831, 1462)
story3-body: ತುಮಕೂರು, ನ.13- ತುಮಕೂರು ಗ್ರಾಮಾಂತರ ಕ್ಷೇತ್ರದ ನೆಲಹಾಳ್ ಗ್ರಾಮದ ಮೆಟ್ರಿಕ್ ನಂತರ ಸರ್ಕಾರಿ ಪಿಯು ಪ್ರಾಥಮಿಕ ಶಾಲೆಯ ನೂತನ ಹೈಟೆಕ್ ಕಟ್ಟಡ ಉದ್ಘಾಟನಾ ಸಮಾರಂಭ ನ.14 ರಂದು ನಡೆಯಲಿದೆ. ಜನಾನ್ ದೇಶದ ಟೆಕ್ ಕಂಪನಿಯ ಸಿಎಸ್‌ಆರ್ ನಿಧಿಯಿಂದ ಈ ಶಾಲೆಯನ್ನು ಅತ್ಯಾಧುನಿಕವಾಗಿ ನಿರ್ಮಾಣ ಮಾಡಲಾಗಿದೆ ಎಂದು ಶಾಸಕ ಬಿ.ಸುರೇಶ್‌ಗೌಡ ತಿಳಿಸಿದ್ದಾರೆ. ಉದ್ಘಾಟನೆ ಕಾರ್ಯಕ್ರಮದ ಹಿನ್ನೆಲೆಯಲ್ಲಿ ನೆಲಹಾಳ್ ಶಾಲೆಗೆ ಭೇಟಿ ನೀಡಿ ಸಿದ್ಧತೆಗಳನ್ನು ಪರಿಶೀಲಿಸಿದರು. ನ.14 ರಂದು ಬೆಳಿಗ್ಗೆ 11.30 ಕ್ಕೆ ಕೇಂದ್ರ ಜಲಶಕ್ತಿ ಹಾಗೂ ರೈಲ್ವೆ ಖಾತೆ ರಾಜ್ಯ ಸಚಿವ ವಿ.ಸೋಮಣ್ಣ ಅವರು ಉದ್ಘಾಟನೆ ನೆರವೇರಿಸಲಿದ್ದಾರೆ. (692, 546, 907, 702)
person (686, 1535, 736, 1610)
print-mark-dot (1279, 2074, 1296, 2091)
story5-body-col3: ಅದರ ಎಲ್‌ಎಸ್‌ಜಿ ಆಫರ್ ನೀಡಿದೆ. ಮುಂಬೈ ಅವರನ್ನು ಒಪ್ಪಿಕೊಂಡರೆ, ಶಾರ್ದೂಲ್ ಠಾಕೂರ್ ಅವರನ್ನು ತಂಡಕ್ಕೆ ಸೇರಿಸಿಕೊಳ್ಳಲಿದೆ. ಈ ಸಂಭವನೀಯ ಒಪ್ಪಂದವು 2026 ರ ಋತುವಿಗೆ ಮುನ್ನ ತಂಡದ ಕಾಂಬಿನೇಷನ್ ಸುಧಾರಿಸುವ ಪ್ರಯತ್ನದ ಭಾಗವಾಗಿದೆ. ಅರ್ಜುನ್ ತನ್ನ ವೃತ್ತಿಜೀವನವನ್ನು ಹೊಸ ಮಾರ್ಗದಲ್ಲಿ ಕೊಂಡೊಯ್ಯಲು ಇದು ಉತ್ತಮ ಅವಕಾಶವಾಗಿದೆ ಎಂದು ಕ್ರೀಡಾ ತಜ್ಞರು ಅಭಿಪ್ರಾಯಪಟ್ಟಿದ್ದಾರೆ. (484, 640, 676, 764)
story3-photo-caption: ಶಾಲಾ ಶಿಕ್ಷಣ ಮತ್ತು ಸಾಕ್ಷರತಾ ಇಲಾಖೆ ಸಚಿವ ಮಧು ಬಂಗಾರಪ್ಪ, ಶಾಸಕ, ರಾಜ್ಯಸಭೆ ಸದಸ್ಯರು, ಪ್ರಧಾನಿ ಹೆಚ್.ಡಿ.ದೇವೇಗೌಡ ಸೇರಿದಂತೆ ಶಾಸಕರು, ವಿಧಾನ ಪರಿಷತ್ ಸದಸ್ಯರು, ಸಂಬಂಧಿಸಿದ (914, 744, 1124, 804)
ad-line: ಮಳಿಗೆಗೆ ತಕ್ಷಣ ಸೇಲ್ಸ್‌ಮ್ಯಾನ್ /ಸೇಲ್ಸ್‌ಗರ್ಲ್ ಬೇಕಾಗಿದ್ದಾರೆ. (1090, 1571, 1280, 1582)
player-two (1040, 912, 1100, 1102)
ad-line: Required Immediately Salesman/Salesgirl for a (1040, 1454, 1330, 1469)
story-congress-whitewash (40, 1246, 660, 1564)
story5-body-col2-cont: ಮಾಡಿದ್ದರು ಮತ್ತು ಇದುವರೆಗೆ ಮುಂಬೈ ಇಂಡಿಯನ್ಸ್ ಪರ ಐದು ಪಂದ್ಯಗಳನ್ನು ಆಡಿದ್ದಾರೆ. 2025 ರ ಮೆಗಾ ಹರಾಜಿನಲ್ಲಿ, ಮುಂಬೈ ಅವರನ್ನು ಅವರ ಮೂಲ ಬೆಲೆಯಾದ 30 ಲಕ್ಷ ರೂ.ಗೆ ಮರಳಿ ಖರೀದಿಸಿದೆ. ಹರಾಜಿನಲ್ಲಿ ಶಾರ್ದೂಲ್ ಠಾಕೂರ್ ಅವರನ್ನು ಯಾವುದೇ ತಂಡ ಖರೀದಿಸಲಿಲ್ಲ. ನಂತರ, ಲಕ್ನೋ ಸೂಪರ್ ಜೈಂಟ್ಸ್ ಗಾಯಗೊಂಡ ಮೊಹ್ಸಿನ್ ಖಾನ್ ಬದಲಿಗೆ ಅವರನ್ನು ಸೇರಿಸಿಕೊಂಡಿತು. (336, 640, 476, 812)
print-mark-dot (1298, 2074, 1315, 2091)
story2-headline: ನಾಳೆ ಭಾರತ-ದಕ್ಷಿಣ ಆಫ್ರಿಕಾ ಟೆಸ್ಟ್ ಪಂದ್ಯಕ್ಕೆ ಬಿಗಿ ಭದ್ರತೆ (692, 36, 1188, 71)
ad-line: Candidates Residing with in 5 k.m. Radius can (1041, 1508, 1329, 1523)
print-mark-dot (1260, 2074, 1277, 2091)
story8-headline-line2: ಕೇಂದ್ರ ಸ್ಥಾಪನೆಗೆ ಒತ್ತಾಯ (729, 1327, 947, 1360)
person (944, 578, 984, 728)
story7-headline: ಜಿಲ್ಲೆಯಲ್ಲಿ ಕಾಂಗ್ರೆಸ್ ವೈಟ್ ವಾಶ್: ಕೆಎನ್‌ಆರ್ (40, 1248, 471, 1283)
